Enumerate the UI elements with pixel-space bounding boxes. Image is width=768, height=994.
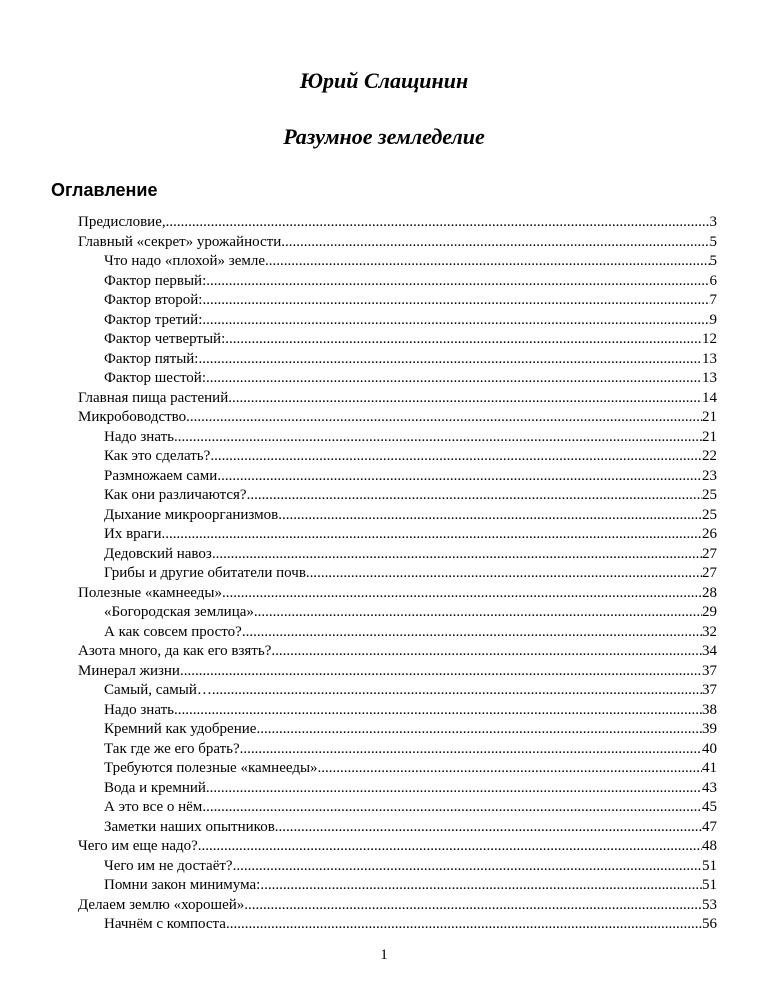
table-of-contents (78, 213, 717, 935)
toc-entry-page: 34 (702, 643, 717, 659)
toc-entry[interactable] (78, 720, 717, 740)
toc-dot-leader (174, 701, 702, 721)
toc-entry-page: 51 (702, 857, 717, 874)
toc-dot-leader (174, 428, 702, 448)
toc-entry-title: А это все о нём (104, 799, 203, 815)
toc-entry-title: Дедовский навоз (104, 545, 212, 562)
toc-dot-leader (318, 759, 702, 779)
toc-entry-page: 37 (702, 682, 717, 698)
toc-entry-title: А как совсем просто? (104, 623, 242, 640)
toc-dot-leader (278, 506, 702, 526)
toc-entry[interactable] (78, 213, 717, 233)
toc-entry[interactable] (78, 408, 717, 428)
toc-entry[interactable] (78, 545, 717, 565)
toc-entry-page: 39 (702, 721, 717, 737)
toc-entry[interactable] (78, 330, 717, 350)
toc-entry-title: Как это сделать? (104, 448, 211, 464)
toc-dot-leader (226, 915, 702, 935)
toc-dot-leader (206, 272, 709, 292)
toc-entry[interactable] (78, 915, 717, 935)
toc-entry-title: Чего им еще надо? (78, 838, 198, 854)
toc-entry[interactable] (78, 311, 717, 331)
toc-entry[interactable] (78, 623, 717, 643)
toc-entry[interactable] (78, 584, 717, 604)
toc-entry[interactable] (78, 447, 717, 467)
toc-entry-title: Фактор второй: (104, 292, 203, 308)
toc-entry-page: 25 (702, 487, 717, 503)
toc-entry-page: 37 (702, 662, 717, 679)
toc-entry-page: 27 (702, 545, 717, 562)
toc-entry[interactable] (78, 428, 717, 448)
toc-entry[interactable] (78, 252, 717, 272)
toc-dot-leader (228, 389, 702, 409)
toc-entry-page: 23 (702, 467, 717, 484)
toc-entry-title: Кремний как удобрение (104, 721, 257, 737)
toc-entry-title: Что надо «плохой» земле (104, 253, 265, 269)
toc-entry-title: Требуются полезные «камнееды» (104, 760, 318, 776)
toc-entry[interactable] (78, 369, 717, 389)
toc-entry-page: 13 (702, 350, 717, 367)
toc-dot-leader (271, 642, 702, 662)
toc-entry-title: Фактор первый: (104, 272, 207, 289)
toc-entry-title: Надо знать (104, 428, 174, 445)
toc-dot-leader (202, 798, 702, 818)
toc-entry-title: Минерал жизни (78, 662, 180, 679)
toc-entry[interactable] (78, 818, 717, 838)
toc-dot-leader (186, 408, 702, 428)
toc-entry-title: Делаем землю «хорошей» (78, 896, 245, 913)
author-name: Юрий Слащинин (299, 68, 469, 93)
toc-entry[interactable] (78, 525, 717, 545)
toc-entry[interactable] (78, 389, 717, 409)
toc-entry-title: Заметки наших опытников (104, 818, 275, 835)
toc-entry-page: 41 (702, 760, 717, 776)
toc-dot-leader (247, 486, 702, 506)
toc-entry-page: 6 (709, 272, 717, 289)
toc-entry[interactable] (78, 291, 717, 311)
toc-entry-page: 26 (702, 526, 717, 542)
toc-dot-leader (265, 252, 710, 272)
toc-dot-leader (202, 291, 709, 311)
toc-entry-title: Чего им не достаёт? (104, 857, 233, 874)
toc-entry[interactable] (78, 350, 717, 370)
toc-entry[interactable] (78, 837, 717, 857)
toc-entry-page: 29 (702, 604, 717, 620)
toc-entry-title: Фактор пятый: (104, 350, 199, 367)
toc-entry-title: Их враги (104, 526, 162, 542)
toc-entry-title: Размножаем сами (104, 467, 218, 484)
toc-entry-title: Так где же его брать? (104, 740, 240, 757)
toc-entry-title: Надо знать (104, 701, 174, 718)
toc-dot-leader (198, 350, 702, 370)
toc-dot-leader (162, 525, 702, 545)
toc-entry-page: 25 (702, 506, 717, 523)
toc-entry-page: 43 (702, 779, 717, 796)
toc-entry[interactable] (78, 486, 717, 506)
toc-entry-title: Начнём с компоста (104, 916, 226, 932)
toc-entry-page: 14 (702, 389, 717, 406)
toc-entry-title: Самый, самый… (104, 682, 212, 698)
toc-entry-page: 7 (709, 292, 717, 308)
toc-dot-leader (244, 896, 702, 916)
toc-entry-title: Главный «секрет» урожайности (78, 233, 282, 250)
toc-dot-leader (180, 662, 702, 682)
toc-entry-title: Фактор четвертый: (104, 331, 226, 347)
page-number: 1 (380, 947, 388, 963)
toc-entry[interactable] (78, 681, 717, 701)
toc-dot-leader (206, 369, 702, 389)
toc-entry[interactable] (78, 233, 717, 253)
toc-entry[interactable] (78, 603, 717, 623)
toc-entry[interactable] (78, 740, 717, 760)
toc-entry-page: 53 (702, 896, 717, 913)
toc-entry[interactable] (78, 876, 717, 896)
toc-dot-leader (260, 876, 702, 896)
toc-dot-leader (254, 603, 702, 623)
toc-entry-page: 47 (702, 818, 717, 835)
toc-entry[interactable] (78, 857, 717, 877)
toc-entry-page: 28 (702, 584, 717, 601)
toc-entry-title: Полезные «камнееды» (78, 584, 222, 601)
toc-entry[interactable] (78, 759, 717, 779)
toc-dot-leader (202, 311, 709, 331)
toc-entry[interactable] (78, 506, 717, 526)
toc-entry-title: Главная пища растений (78, 389, 229, 406)
toc-entry-page: 45 (702, 799, 717, 815)
toc-dot-leader (225, 330, 702, 350)
toc-entry-page: 5 (709, 233, 717, 250)
toc-dot-leader (217, 467, 702, 487)
toc-entry-page: 13 (702, 370, 717, 386)
toc-entry-page: 9 (709, 311, 717, 328)
toc-entry[interactable] (78, 467, 717, 487)
toc-dot-leader (198, 837, 702, 857)
toc-entry[interactable] (78, 779, 717, 799)
toc-dot-leader (281, 233, 709, 253)
toc-entry-page: 27 (702, 565, 717, 581)
toc-entry-page: 22 (702, 448, 717, 464)
toc-entry-title: Как они различаются? (104, 487, 247, 503)
toc-entry-page: 12 (702, 331, 717, 347)
toc-entry[interactable] (78, 662, 717, 682)
toc-entry[interactable] (78, 896, 717, 916)
toc-entry-title: Дыхание микроорганизмов (104, 506, 279, 523)
toc-entry-title: Грибы и другие обитатели почв (104, 565, 306, 581)
toc-entry-title: Помни закон минимума: (104, 877, 261, 893)
toc-dot-leader (206, 779, 702, 799)
toc-entry-page: 21 (702, 409, 717, 425)
toc-entry-page: 5 (709, 253, 717, 269)
toc-dot-leader (233, 857, 702, 877)
toc-entry[interactable] (78, 564, 717, 584)
toc-heading: Оглавление (51, 180, 158, 200)
toc-entry-page: 56 (702, 916, 717, 932)
toc-entry-page: 38 (702, 701, 717, 718)
toc-dot-leader (240, 740, 702, 760)
toc-dot-leader (166, 213, 710, 233)
toc-dot-leader (212, 545, 702, 565)
toc-entry-page: 32 (702, 623, 717, 640)
toc-entry-title: Вода и кремний (104, 779, 206, 796)
toc-entry-title: Азота много, да как его взять? (78, 643, 272, 659)
toc-entry-title: Микробоводство (78, 409, 187, 425)
toc-dot-leader (306, 564, 702, 584)
toc-dot-leader (222, 584, 702, 604)
toc-entry-page: 51 (702, 877, 717, 893)
toc-entry-title: «Богородская землица» (104, 604, 254, 620)
toc-entry[interactable] (78, 272, 717, 292)
toc-entry[interactable] (78, 701, 717, 721)
toc-entry-page: 3 (709, 214, 717, 230)
toc-entry-page: 40 (702, 740, 717, 757)
toc-entry-title: Фактор шестой: (104, 370, 206, 386)
toc-dot-leader (275, 818, 702, 838)
toc-entry[interactable] (78, 642, 717, 662)
toc-entry-title: Фактор третий: (104, 311, 203, 328)
toc-entry[interactable] (78, 798, 717, 818)
book-title: Разумное земледелие (283, 124, 485, 149)
toc-dot-leader (212, 681, 702, 701)
toc-dot-leader (256, 720, 702, 740)
toc-entry-title: Предисловие, (78, 214, 166, 230)
toc-entry-page: 48 (702, 838, 717, 854)
toc-dot-leader (210, 447, 702, 467)
toc-entry-page: 21 (702, 428, 717, 445)
toc-dot-leader (242, 623, 702, 643)
